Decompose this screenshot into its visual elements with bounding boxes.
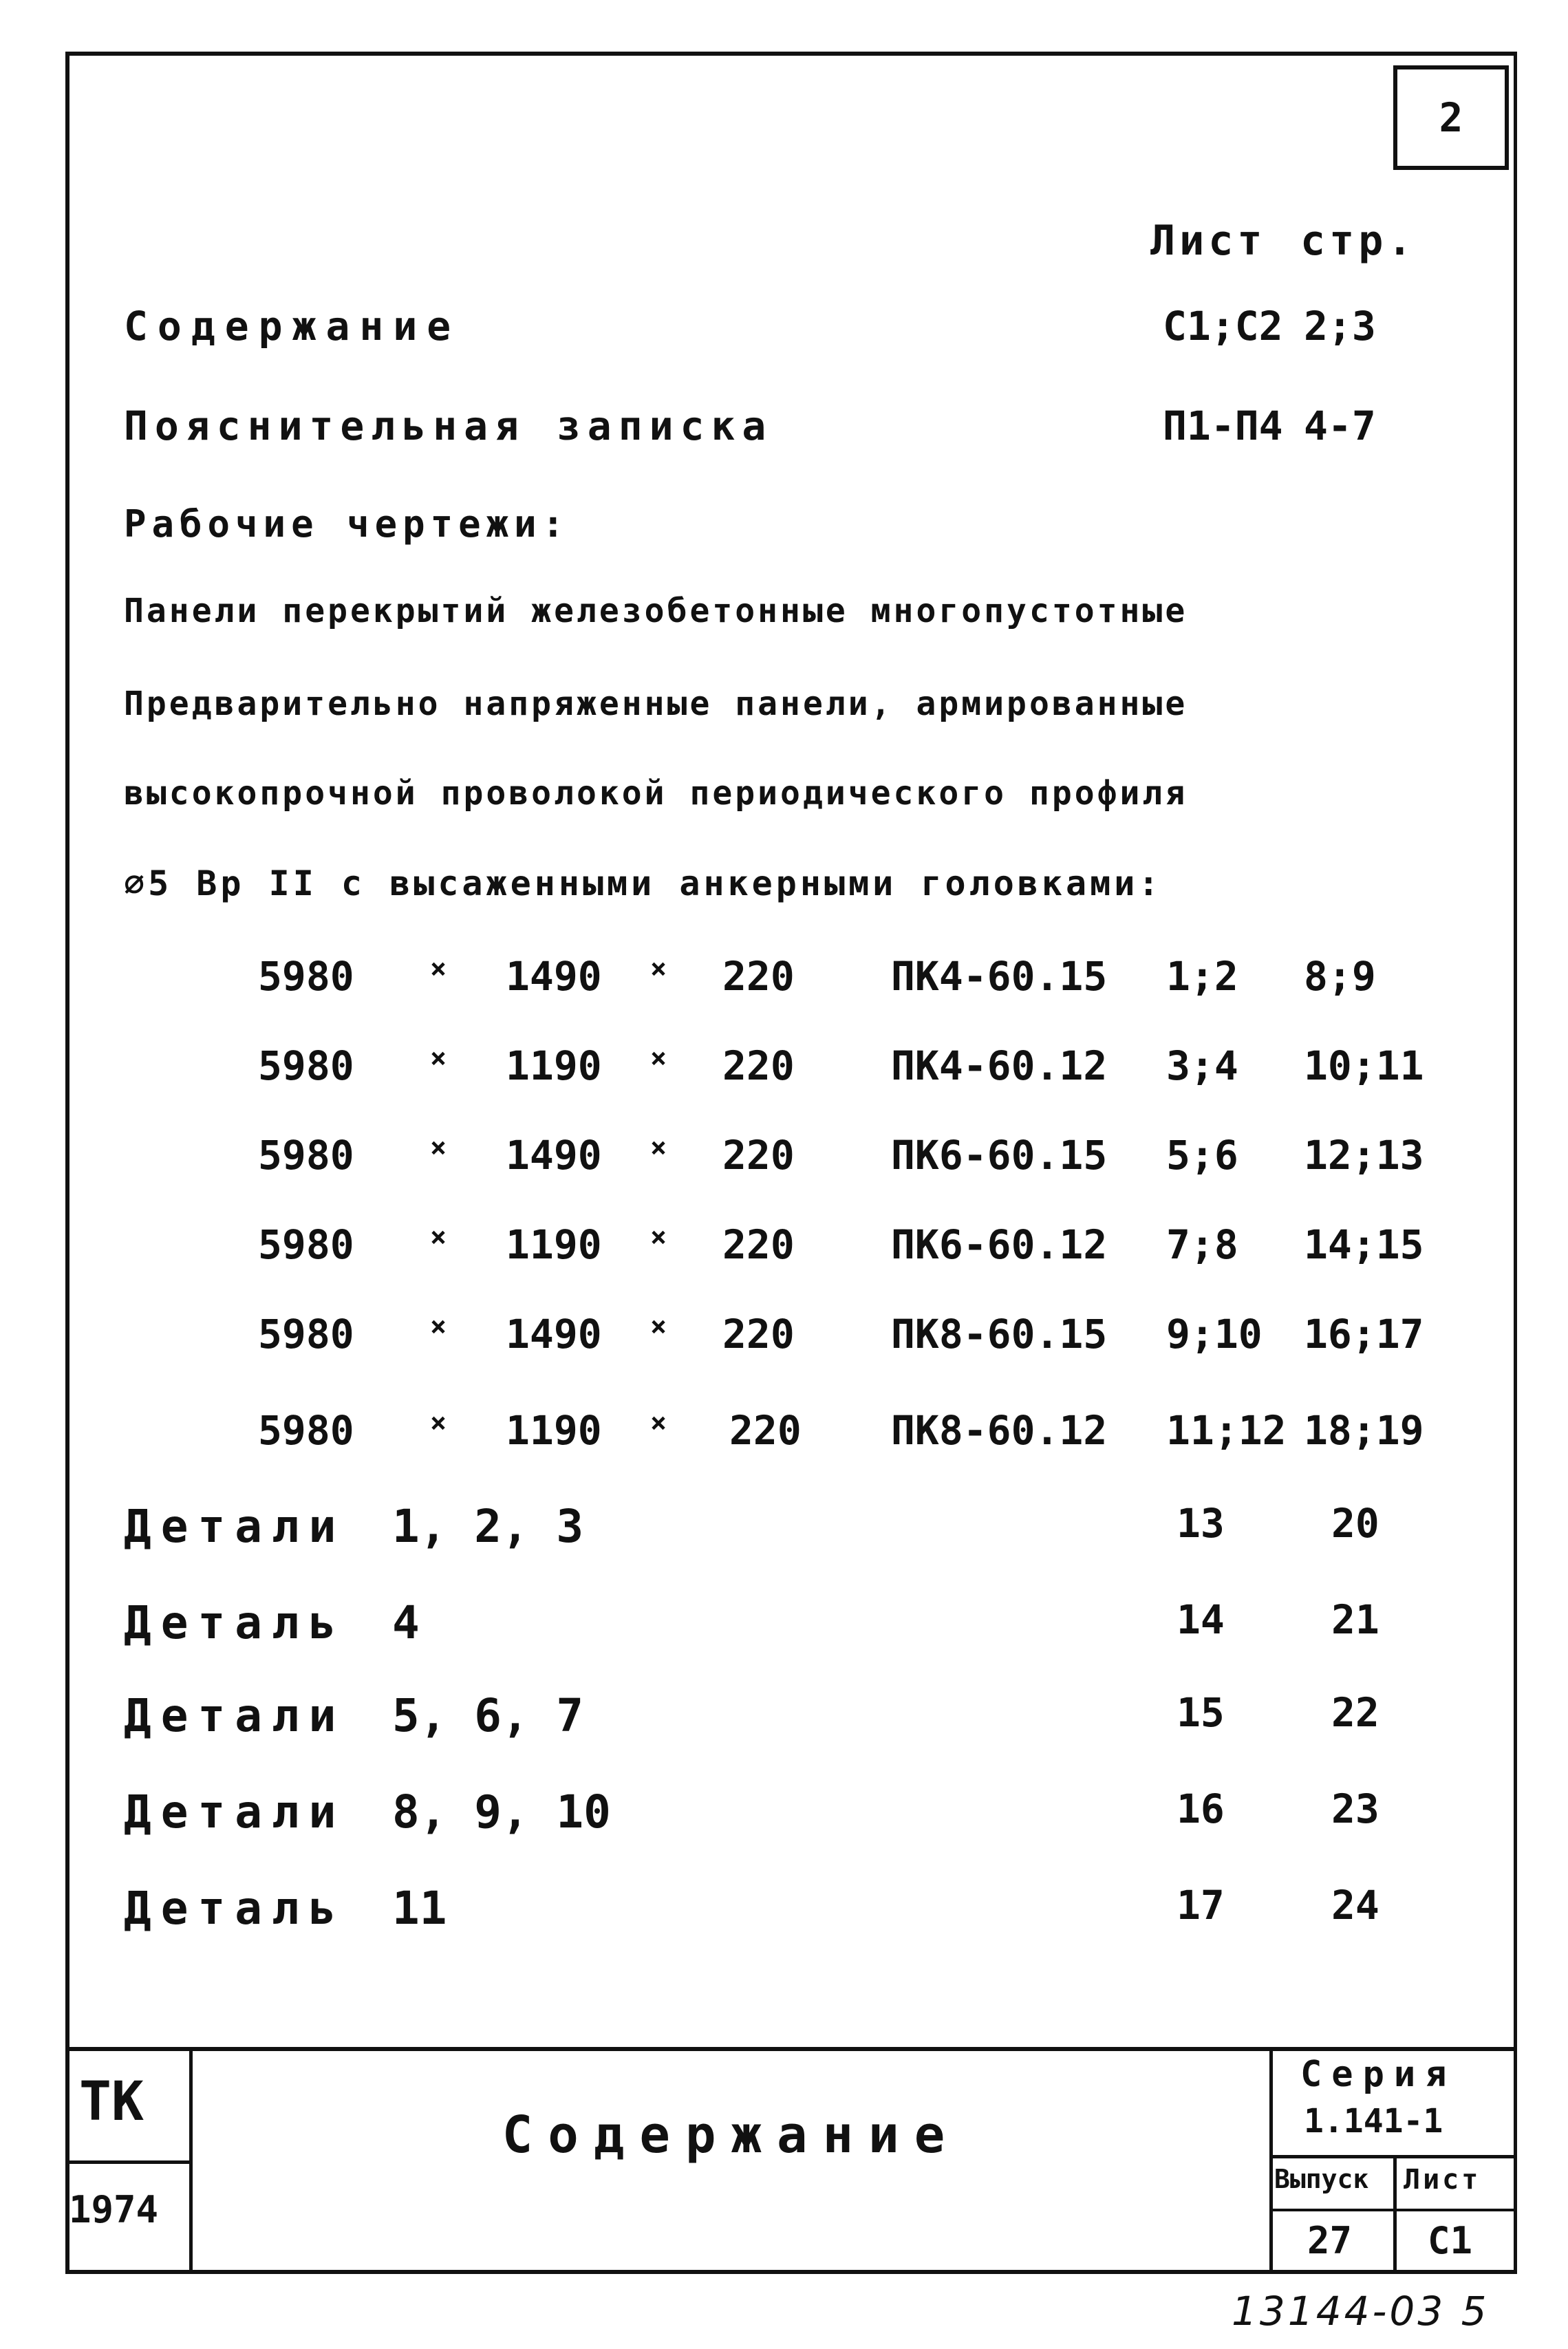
panel-row [0, 1221, 1568, 1283]
panel-row [0, 1311, 1568, 1373]
detail-sheet: 13 [1177, 1500, 1225, 1547]
column-header-sheet: Лист [1150, 217, 1267, 265]
toc-row [0, 403, 1568, 464]
panel-sheet: 3;4 [1166, 1042, 1238, 1089]
page-number: 2 [1439, 94, 1463, 141]
title-block-divider [1393, 2155, 1397, 2274]
detail-page: 24 [1331, 1882, 1379, 1929]
detail-sheet: 16 [1177, 1785, 1225, 1832]
issue-value: 27 [1307, 2219, 1353, 2262]
panel-page: 16;17 [1304, 1311, 1424, 1358]
document-title: Содержание [502, 2105, 960, 2165]
panel-page: 10;11 [1304, 1042, 1424, 1089]
times-sign: × [650, 1042, 667, 1074]
issue-label: Выпуск [1274, 2164, 1369, 2194]
toc-page: 4-7 [1304, 403, 1376, 449]
series-label: Серия [1300, 2054, 1457, 2095]
times-sign: × [430, 1221, 447, 1253]
title-block-divider [1269, 2209, 1517, 2211]
detail-sheet: 14 [1177, 1596, 1225, 1643]
toc-sheet: С1;С2 [1163, 303, 1283, 350]
panel-row [0, 1407, 1568, 1469]
panel-mark: ПК8-60.12 [891, 1407, 1108, 1454]
times-sign: × [430, 953, 447, 985]
panel-page: 14;15 [1304, 1221, 1424, 1268]
detail-row [0, 1500, 1568, 1562]
panel-width: 1190 [506, 1221, 602, 1268]
detail-label: Деталь [124, 1596, 346, 1649]
panel-height: 220 [722, 1221, 795, 1268]
panel-sheet: 1;2 [1166, 953, 1238, 1000]
series-value: 1.141-1 [1304, 2102, 1443, 2141]
detail-sheet: 15 [1177, 1689, 1225, 1736]
panel-length: 5980 [258, 1311, 354, 1358]
panel-page: 18;19 [1304, 1407, 1424, 1454]
panel-mark: ПК6-60.15 [891, 1132, 1108, 1179]
detail-label: Детали [124, 1689, 346, 1742]
title-block-divider [1269, 2047, 1273, 2274]
detail-page: 22 [1331, 1689, 1379, 1736]
times-sign: × [650, 1221, 667, 1253]
times-sign: × [650, 1311, 667, 1342]
text-line: высокопрочной проволокой периодического профиля [124, 774, 1188, 813]
detail-label: Деталь [124, 1882, 346, 1935]
detail-label: Детали [124, 1500, 346, 1553]
panel-width: 1190 [506, 1042, 602, 1089]
detail-row [0, 1882, 1568, 1944]
panel-row [0, 1042, 1568, 1104]
detail-row [0, 1596, 1568, 1658]
toc-page: 2;3 [1304, 303, 1376, 350]
panel-mark: ПК4-60.15 [891, 953, 1108, 1000]
detail-numbers: 11 [392, 1882, 447, 1935]
page-number-box [1393, 65, 1509, 170]
panel-length: 5980 [258, 953, 354, 1000]
detail-sheet: 17 [1177, 1882, 1225, 1929]
panel-height: 220 [722, 1311, 795, 1358]
panel-width: 1490 [506, 953, 602, 1000]
detail-page: 23 [1331, 1785, 1379, 1832]
toc-row [0, 303, 1568, 365]
org-code: ТК [79, 2071, 144, 2133]
text-line: Предварительно напряженные панели, армированные [124, 685, 1188, 723]
panel-height: 220 [722, 1132, 795, 1179]
detail-numbers: 5, 6, 7 [392, 1689, 584, 1742]
panel-sheet: 11;12 [1166, 1407, 1287, 1454]
panel-length: 5980 [258, 1407, 354, 1454]
detail-numbers: 4 [392, 1596, 420, 1649]
panel-sheet: 7;8 [1166, 1221, 1238, 1268]
toc-label: Содержание [124, 303, 461, 350]
panel-mark: ПК6-60.12 [891, 1221, 1108, 1268]
detail-row [0, 1689, 1568, 1751]
panel-row [0, 953, 1568, 1015]
sheet-label: Лист [1404, 2164, 1481, 2196]
panel-mark: ПК4-60.12 [891, 1042, 1108, 1089]
panel-width: 1190 [506, 1407, 602, 1454]
times-sign: × [430, 1132, 447, 1163]
detail-page: 20 [1331, 1500, 1379, 1547]
panel-length: 5980 [258, 1042, 354, 1089]
text-line: Рабочие чертежи: [124, 502, 570, 546]
panel-length: 5980 [258, 1132, 354, 1179]
panel-width: 1490 [506, 1132, 602, 1179]
detail-numbers: 1, 2, 3 [392, 1500, 584, 1553]
panel-mark: ПК8-60.15 [891, 1311, 1108, 1358]
times-sign: × [650, 1132, 667, 1163]
toc-label: Пояснительная записка [124, 403, 773, 449]
panel-page: 12;13 [1304, 1132, 1424, 1179]
times-sign: × [650, 953, 667, 985]
times-sign: × [430, 1407, 447, 1439]
detail-page: 21 [1331, 1596, 1379, 1643]
year: 1974 [69, 2188, 159, 2231]
panel-height: 220 [722, 1042, 795, 1089]
detail-numbers: 8, 9, 10 [392, 1785, 611, 1838]
column-header-page: стр. [1300, 217, 1417, 265]
panel-row [0, 1132, 1568, 1194]
title-block-divider [65, 2160, 193, 2164]
detail-label: Детали [124, 1785, 346, 1838]
panel-height: 220 [729, 1407, 802, 1454]
panel-sheet: 9;10 [1166, 1311, 1263, 1358]
text-line: Панели перекрытий железобетонные многопустотные [124, 592, 1188, 630]
times-sign: × [430, 1311, 447, 1342]
sheet-value: С1 [1428, 2219, 1473, 2262]
panel-length: 5980 [258, 1221, 354, 1268]
times-sign: × [650, 1407, 667, 1439]
panel-page: 8;9 [1304, 953, 1376, 1000]
text-line: ⌀5 Вр II с высаженными анкерными головками: [124, 864, 1163, 903]
archive-number: 13144-03 5 [1232, 2288, 1490, 2335]
toc-sheet: П1-П4 [1163, 403, 1283, 449]
panel-width: 1490 [506, 1311, 602, 1358]
detail-row [0, 1785, 1568, 1847]
panel-height: 220 [722, 953, 795, 1000]
times-sign: × [430, 1042, 447, 1074]
panel-sheet: 5;6 [1166, 1132, 1238, 1179]
